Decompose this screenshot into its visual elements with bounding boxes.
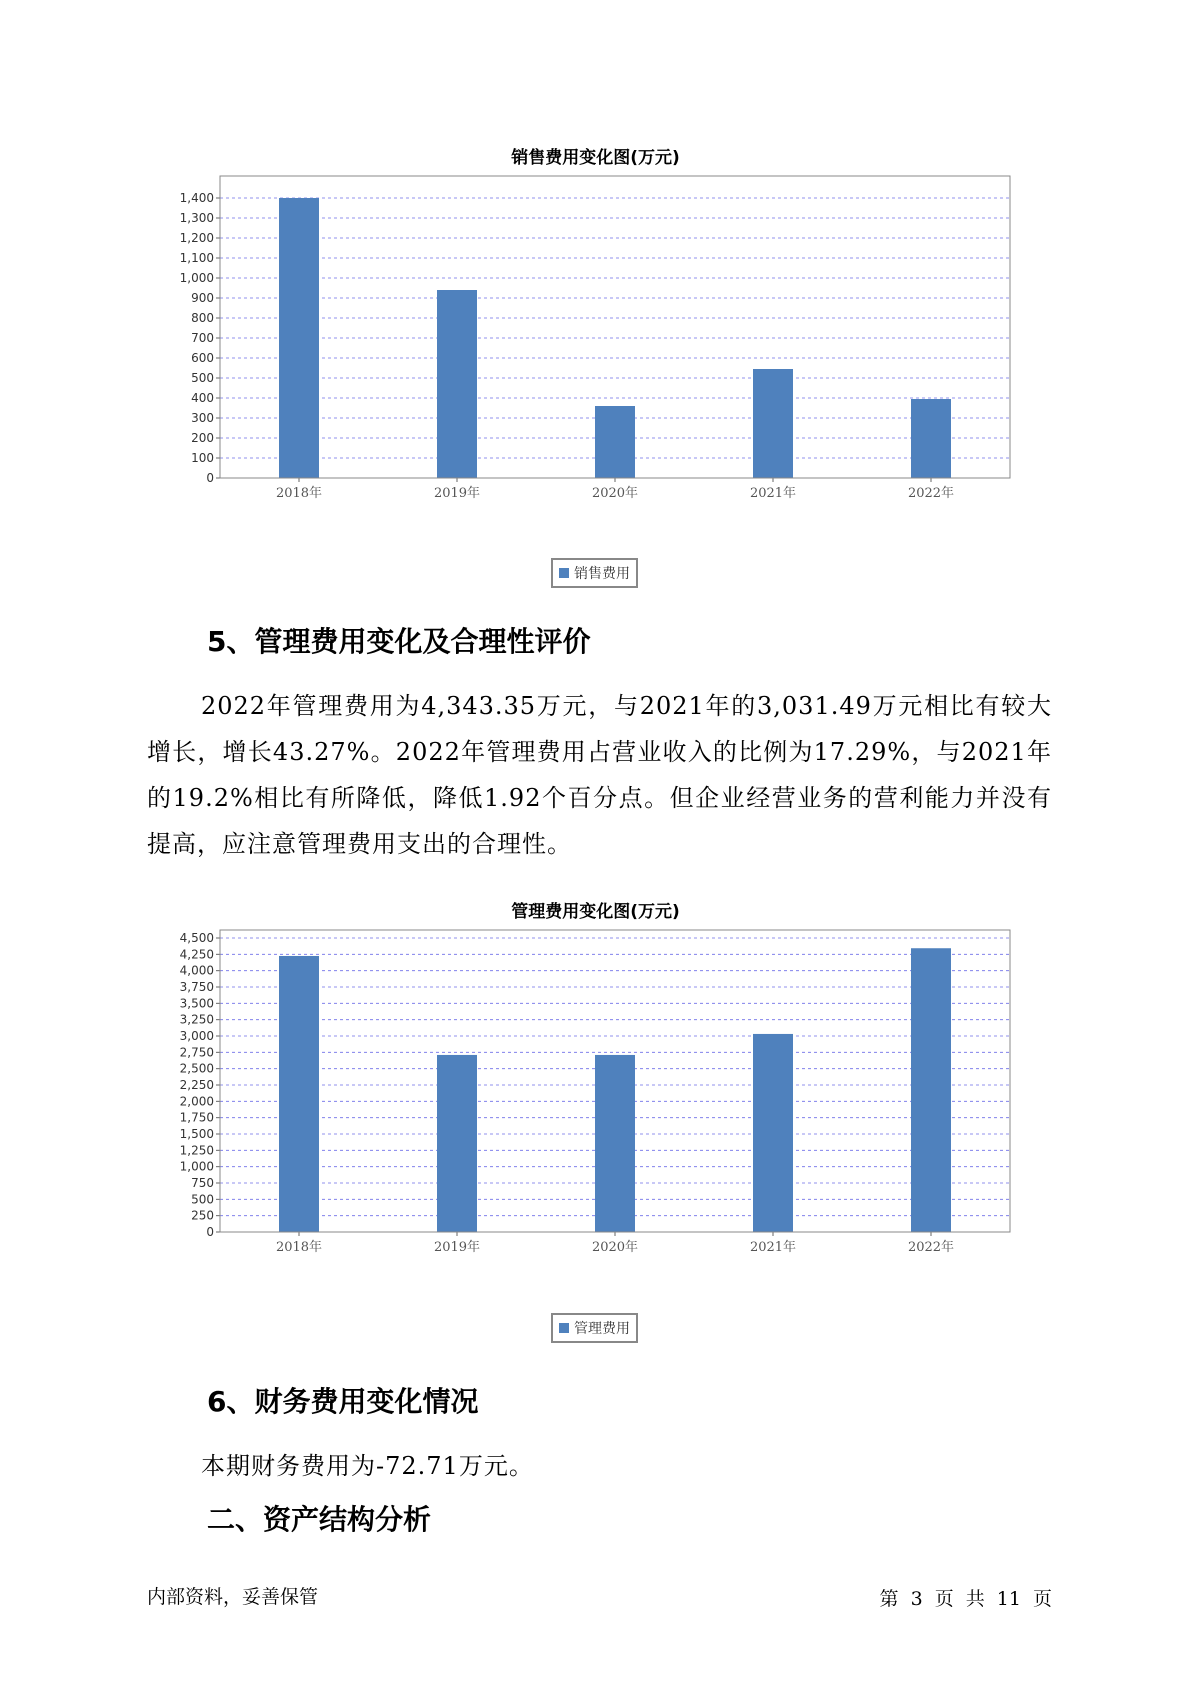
footer-page-number: 第 3 页 共 11 页 (879, 1588, 1052, 1610)
x-tick-label: 2022年 (907, 486, 955, 500)
y-tick-label: 250 (191, 1208, 214, 1223)
section-two-heading: 二、资产结构分析 (207, 1503, 432, 1536)
admin-chart-svg (150, 924, 1030, 1254)
y-tick-label: 1,100 (179, 251, 214, 265)
bar (911, 948, 951, 1232)
legend-swatch-icon (559, 1323, 569, 1333)
y-tick-label: 2,000 (179, 1094, 214, 1109)
x-tick-label: 2021年 (749, 486, 797, 500)
y-tick-label: 2,500 (179, 1061, 214, 1076)
section5-heading: 5、管理费用变化及合理性评价 (207, 625, 591, 658)
bar (279, 956, 319, 1232)
x-tick-label: 2020年 (591, 486, 639, 500)
bar (595, 1055, 635, 1232)
bar (911, 399, 951, 478)
x-tick-label: 2022年 (907, 1240, 955, 1254)
sales-legend-label: 销售费用 (574, 566, 630, 582)
y-tick-label: 3,750 (179, 980, 214, 994)
y-tick-label: 100 (191, 451, 214, 465)
y-tick-label: 800 (191, 311, 214, 325)
bar (437, 290, 477, 478)
y-tick-label: 2,750 (179, 1045, 214, 1060)
y-tick-label: 0 (206, 471, 214, 485)
legend-swatch-icon (559, 568, 569, 578)
bar (437, 1055, 477, 1232)
x-tick-label: 2020年 (591, 1240, 639, 1254)
sales-expense-chart (150, 170, 1030, 500)
y-tick-label: 750 (191, 1176, 214, 1190)
y-tick-label: 4,250 (179, 947, 214, 962)
admin-chart-title: 管理费用变化图(万元) (511, 902, 680, 922)
admin-legend-label: 管理费用 (574, 1321, 630, 1337)
y-tick-label: 1,200 (179, 231, 214, 245)
x-tick-label: 2018年 (275, 1240, 323, 1254)
x-tick-label: 2018年 (275, 486, 323, 500)
y-tick-label: 0 (206, 1225, 214, 1239)
x-tick-label: 2019年 (433, 1240, 481, 1254)
y-tick-label: 1,400 (179, 191, 214, 205)
y-tick-label: 1,300 (179, 211, 214, 225)
section5-paragraph: 2022年管理费用为4,343.35万元，与2021年的3,031.49万元相比有较大增长，增长43.27%。2022年管理费用占营业收入的比例为17.29%，与2021年的19.2%相比有所降低，降低1.92个百分点。但企业经营业务的营利能力并没有提高，应注意管理费用支出的合理性。 (147, 692, 1052, 858)
x-tick-label: 2021年 (749, 1240, 797, 1254)
y-tick-label: 3,250 (179, 1012, 214, 1027)
bar (595, 406, 635, 478)
y-tick-label: 3,500 (179, 996, 214, 1011)
y-tick-label: 2,250 (179, 1078, 214, 1092)
y-tick-label: 1,250 (179, 1143, 214, 1158)
y-tick-label: 3,000 (179, 1029, 214, 1043)
y-tick-label: 1,500 (179, 1127, 214, 1141)
y-tick-label: 500 (191, 1192, 214, 1207)
y-tick-label: 500 (191, 371, 214, 385)
bar (753, 369, 793, 478)
y-tick-label: 4,500 (179, 931, 214, 945)
sales-chart-title: 销售费用变化图(万元) (511, 148, 680, 168)
bar (279, 198, 319, 478)
sales-chart-legend (551, 558, 638, 588)
y-tick-label: 600 (191, 351, 214, 365)
sales-chart-svg (150, 170, 1030, 500)
y-tick-label: 300 (191, 411, 214, 425)
y-tick-label: 400 (191, 391, 214, 405)
y-tick-label: 1,750 (179, 1110, 214, 1125)
x-tick-label: 2019年 (433, 486, 481, 500)
admin-chart-legend (551, 1313, 638, 1343)
y-tick-label: 700 (191, 331, 214, 345)
bar (753, 1034, 793, 1232)
y-tick-label: 900 (191, 291, 214, 305)
footer-confidential-note: 内部资料，妥善保管 (147, 1586, 319, 1608)
y-tick-label: 1,000 (179, 1159, 214, 1174)
section6-heading: 6、财务费用变化情况 (207, 1385, 479, 1418)
admin-expense-chart (150, 924, 1030, 1254)
y-tick-label: 200 (191, 431, 214, 445)
y-tick-label: 4,000 (179, 963, 214, 978)
section6-text: 本期财务费用为-72.71万元。 (201, 1452, 534, 1480)
y-tick-label: 1,000 (179, 271, 214, 285)
